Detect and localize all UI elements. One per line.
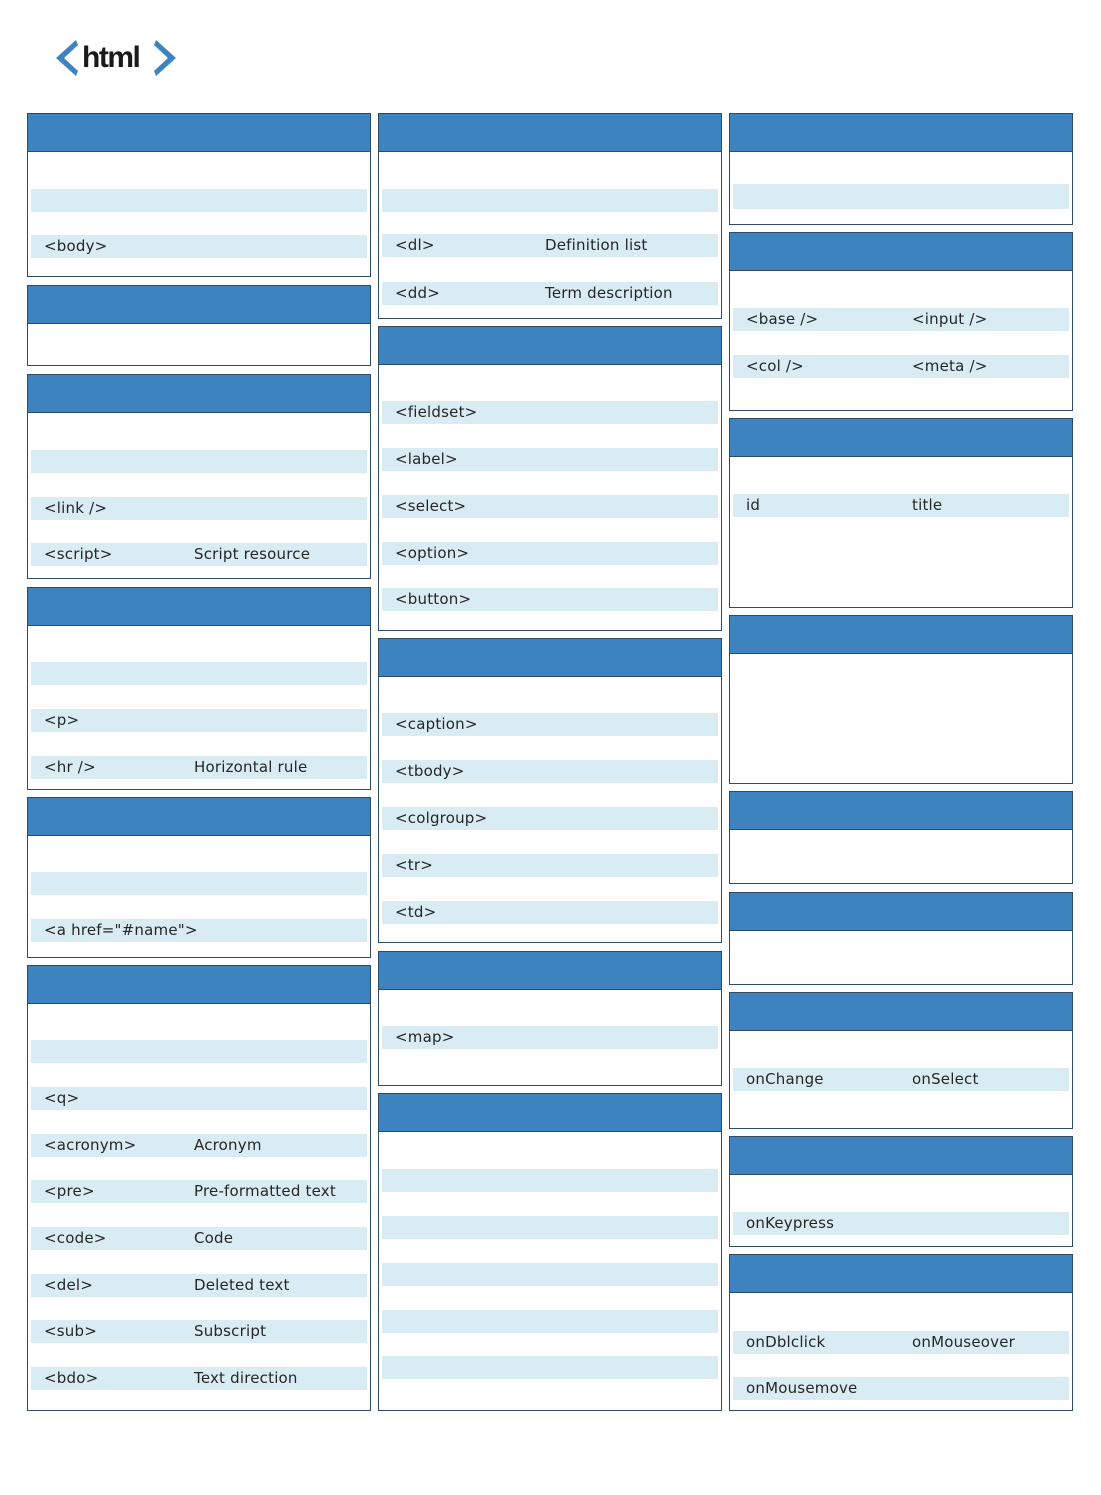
section-box (378, 113, 722, 319)
tag-name: <base /> (746, 310, 819, 328)
list-row (382, 588, 718, 611)
tag-name: <button> (395, 590, 472, 608)
section-box (729, 615, 1073, 784)
tag-name: <tr> (395, 856, 433, 874)
section-box (729, 113, 1073, 225)
tag-name: <body> (44, 237, 108, 255)
tag-name: <link /> (44, 499, 108, 517)
section-box (378, 326, 722, 631)
tag-description: Code (194, 1229, 234, 1247)
tag-description: Pre-formatted text (194, 1182, 336, 1200)
section-header (379, 114, 721, 152)
section-box (27, 113, 371, 277)
tag-name: <dl> (395, 236, 435, 254)
tag-name: <select> (395, 497, 467, 515)
list-row (31, 1274, 367, 1297)
list-row (31, 1367, 367, 1390)
event-name: onMousemove (746, 1379, 858, 1397)
section-box (27, 374, 371, 579)
list-row (382, 1263, 718, 1286)
tag-description: Text direction (194, 1369, 298, 1387)
list-row (31, 189, 367, 212)
list-row (31, 497, 367, 520)
section-box (27, 965, 371, 1411)
tag-description: Horizontal rule (194, 758, 308, 776)
tag-name: <sub> (44, 1322, 97, 1340)
list-row (31, 1134, 367, 1157)
tag-name: <code> (44, 1229, 107, 1247)
tag-name: <tbody> (395, 762, 465, 780)
section-header (379, 952, 721, 990)
list-row (31, 1180, 367, 1203)
section-box (729, 418, 1073, 608)
list-row (382, 401, 718, 424)
list-row (382, 713, 718, 736)
list-row (31, 919, 367, 942)
section-header (730, 893, 1072, 931)
tag-description: Script resource (194, 545, 311, 563)
tag-name: <bdo> (44, 1369, 99, 1387)
section-box (729, 1254, 1073, 1411)
list-row (31, 1040, 367, 1063)
list-row (733, 1331, 1069, 1354)
section-header (730, 233, 1072, 271)
event-name: onDblclick (746, 1333, 826, 1351)
tag-description: Definition list (545, 236, 648, 254)
section-header (28, 588, 370, 626)
section-box (27, 285, 371, 366)
logo-text: html (82, 41, 140, 74)
section-box (729, 1136, 1073, 1247)
tag-name: <a href="#name"> (44, 921, 198, 939)
section-header (730, 616, 1072, 654)
list-row (733, 184, 1069, 209)
list-row (733, 1212, 1069, 1235)
section-box (729, 232, 1073, 411)
tag-name: <colgroup> (395, 809, 488, 827)
tag-name: <q> (44, 1089, 80, 1107)
section-box (729, 791, 1073, 884)
list-row (31, 235, 367, 258)
tag-description: Deleted text (194, 1276, 290, 1294)
list-row (382, 854, 718, 877)
list-row (31, 872, 367, 895)
section-header (379, 327, 721, 365)
section-header (379, 1094, 721, 1132)
left-angle-bracket-icon (56, 40, 78, 76)
right-angle-bracket-icon (154, 40, 176, 76)
section-box (729, 892, 1073, 985)
list-row (733, 1068, 1069, 1091)
list-row (382, 1216, 718, 1239)
list-row (31, 662, 367, 685)
event-name: onKeypress (746, 1214, 835, 1232)
tag-name: <p> (44, 711, 80, 729)
section-header (730, 993, 1072, 1031)
tag-name: <td> (395, 903, 437, 921)
list-row (382, 760, 718, 783)
section-box (378, 951, 722, 1086)
section-header (730, 1137, 1072, 1175)
tag-name: <fieldset> (395, 403, 478, 421)
list-row (382, 282, 718, 305)
section-box (27, 587, 371, 790)
list-row (733, 355, 1069, 378)
list-row (382, 1169, 718, 1192)
list-row (382, 1356, 718, 1379)
event-name: onChange (746, 1070, 824, 1088)
list-row (382, 901, 718, 924)
section-box (729, 992, 1073, 1129)
section-box (378, 1093, 722, 1411)
section-header (28, 798, 370, 836)
section-header (379, 639, 721, 677)
attribute-name: id (746, 496, 761, 514)
list-row (382, 1310, 718, 1333)
list-row (382, 542, 718, 565)
tag-name: <caption> (395, 715, 478, 733)
tag-name: <map> (395, 1028, 455, 1046)
tag-description: Term description (545, 284, 673, 302)
tag-name: <hr /> (44, 758, 96, 776)
tag-name: <pre> (44, 1182, 95, 1200)
list-row (382, 189, 718, 212)
list-row (382, 1026, 718, 1049)
tag-name: <meta /> (912, 357, 988, 375)
list-row (31, 1320, 367, 1343)
list-row (733, 308, 1069, 331)
section-header (730, 1255, 1072, 1293)
html-logo (56, 38, 178, 82)
tag-name: <dd> (395, 284, 440, 302)
section-header (28, 966, 370, 1004)
tag-name: <script> (44, 545, 113, 563)
section-header (28, 375, 370, 413)
section-header (28, 114, 370, 152)
tag-description: Subscript (194, 1322, 267, 1340)
section-box (378, 638, 722, 943)
tag-name: <option> (395, 544, 470, 562)
list-row (733, 1377, 1069, 1400)
tag-description: Acronym (194, 1136, 262, 1154)
list-row (382, 495, 718, 518)
list-row (382, 234, 718, 257)
section-header (730, 792, 1072, 830)
tag-name: <label> (395, 450, 458, 468)
list-row (31, 450, 367, 473)
tag-name: <col /> (746, 357, 804, 375)
list-row (31, 709, 367, 732)
list-row (733, 494, 1069, 517)
section-header (730, 114, 1072, 152)
section-box (27, 797, 371, 958)
list-row (31, 543, 367, 566)
list-row (382, 448, 718, 471)
event-name: onMouseover (912, 1333, 1016, 1351)
tag-name: <input /> (912, 310, 988, 328)
list-row (31, 1087, 367, 1110)
section-header (28, 286, 370, 324)
tag-name: <del> (44, 1276, 94, 1294)
event-name: onSelect (912, 1070, 979, 1088)
attribute-name: title (912, 496, 943, 514)
section-header (730, 419, 1072, 457)
list-row (31, 756, 367, 779)
list-row (382, 807, 718, 830)
list-row (31, 1227, 367, 1250)
tag-name: <acronym> (44, 1136, 137, 1154)
